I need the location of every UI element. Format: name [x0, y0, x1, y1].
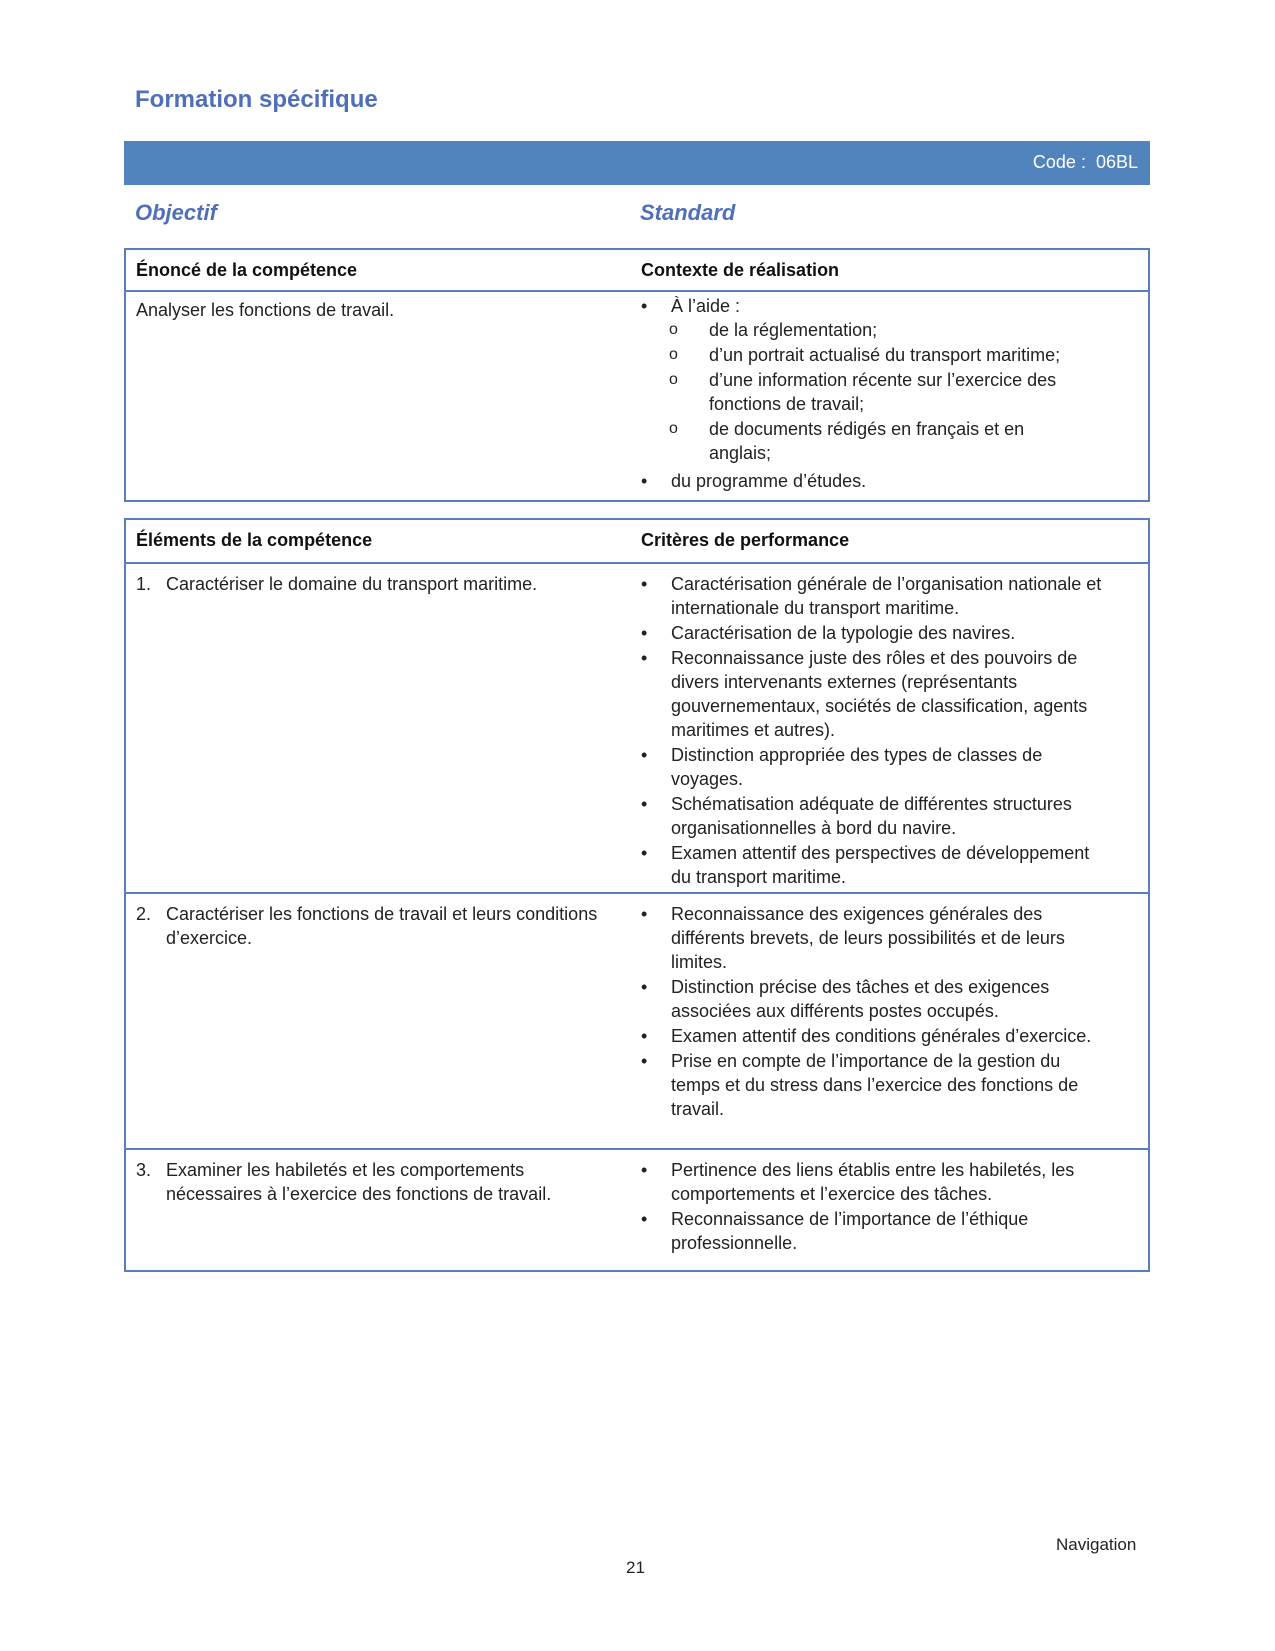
element-number: 3. [136, 1160, 152, 1180]
criterion: • Distinction appropriée des types de classes de voyages. [641, 743, 1111, 791]
context-final: • du programme d’études. [641, 469, 1091, 493]
contexte-header: Contexte de réalisation [641, 260, 840, 280]
criteres-header: Critères de performance [641, 530, 850, 550]
element-number: 2. [136, 904, 152, 924]
competence-statement: Analyser les fonctions de travail. [136, 300, 395, 320]
page-number: 21 [626, 1558, 645, 1577]
criteria-row-1 [641, 572, 1111, 890]
criteria-row-3 [641, 1158, 1111, 1256]
context-intro: • À l’aide : o de la réglementation; o d’un portrait actualisé du transport maritime; o d’une information récente sur l’exercice des fonctions de travail; o de documents rédigés en français et en anglais; [641, 294, 1091, 465]
navigation-link[interactable]: Navigation [1056, 1535, 1137, 1554]
criteria-list [641, 902, 1111, 1121]
standard-heading: Standard [640, 200, 736, 225]
row-divider [126, 892, 1148, 894]
context-item: o d’un portrait actualisé du transport maritime; [669, 343, 1091, 367]
context-item: o de la réglementation; [669, 318, 1091, 342]
criterion: • Schématisation adéquate de différentes structures organisationnelles à bord du navire. [641, 792, 1111, 840]
enonce-header: Énoncé de la compétence [136, 260, 358, 280]
element-row-3 [136, 1158, 616, 1206]
code-bar [124, 141, 1150, 185]
code-label-text: Code : [1032, 152, 1086, 172]
criterion: • Reconnaissance des exigences générales des différents brevets, de leurs possibilités et de leurs limites. [641, 902, 1111, 974]
element-text: Caractériser le domaine du transport maritime. [166, 574, 538, 594]
criterion: • Examen attentif des conditions générales d’exercice. [641, 1024, 1111, 1048]
context-bullets [641, 294, 1091, 493]
header-divider [126, 290, 1148, 292]
elements-table [124, 518, 1150, 1272]
code-value: 06BL [1095, 152, 1138, 172]
criteria-row-2 [641, 902, 1111, 1122]
criteria-list [641, 572, 1111, 889]
page-title: Formation spécifique [135, 86, 378, 113]
element-number: 1. [136, 574, 152, 594]
objectif-heading: Objectif [135, 200, 217, 225]
criterion: • Distinction précise des tâches et des exigences associées aux différents postes occupés. [641, 975, 1111, 1023]
context-item: o d’une information récente sur l’exercice des fonctions de travail; [669, 368, 1091, 416]
element-row-1 [136, 572, 616, 596]
criterion: • Examen attentif des perspectives de développement du transport maritime. [641, 841, 1111, 889]
code-label [1023, 152, 1138, 173]
criterion: • Caractérisation générale de l’organisation nationale et internationale du transport maritime. [641, 572, 1111, 620]
criteria-list [641, 1158, 1111, 1255]
elements-header: Éléments de la compétence [136, 530, 373, 550]
criterion: • Pertinence des liens établis entre les habiletés, les comportements et l’exercice des tâches. [641, 1158, 1111, 1206]
criterion: • Reconnaissance juste des rôles et des pouvoirs de divers intervenants externes (représentants gouvernementaux, sociétés de classification, agents maritimes et autres). [641, 646, 1111, 742]
header-divider [126, 562, 1148, 564]
row-divider [126, 1148, 1148, 1150]
context-item: o de documents rédigés en français et en anglais; [669, 417, 1091, 465]
competence-table [124, 248, 1150, 502]
element-text: Caractériser les fonctions de travail et leurs conditions d’exercice. [166, 904, 598, 948]
context-list [641, 294, 1091, 494]
context-sublist [669, 318, 1091, 465]
criterion: • Caractérisation de la typologie des navires. [641, 621, 1111, 645]
criterion: • Prise en compte de l’importance de la gestion du temps et du stress dans l’exercice des fonctions de travail. [641, 1049, 1111, 1121]
criterion: • Reconnaissance de l’importance de l’éthique professionnelle. [641, 1207, 1111, 1255]
element-row-2 [136, 902, 616, 950]
element-text: Examiner les habiletés et les comportements nécessaires à l’exercice des fonctions de travail. [166, 1160, 552, 1204]
